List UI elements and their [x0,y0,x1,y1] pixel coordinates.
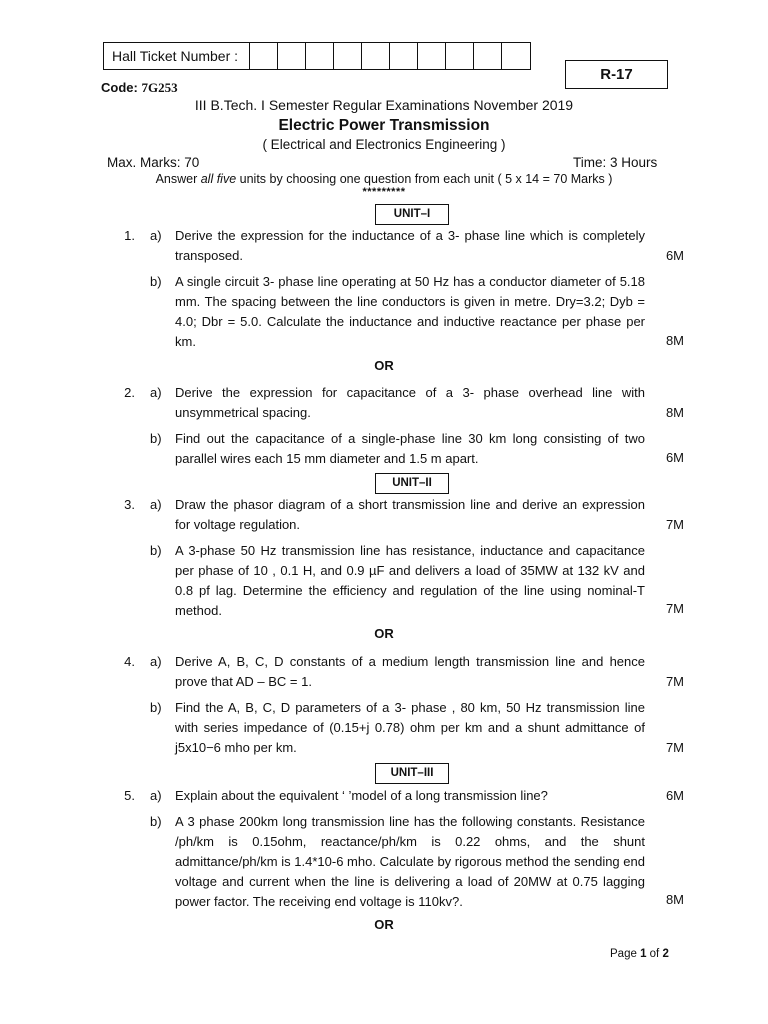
question-text: A 3-phase 50 Hz transmission line has resistance, inductance and capacitance per phase of 10 , 0.1 H, and 0.9 µF and delivers a load of 35MW at 132 kV and 0.8 pf lag. Determine the efficiency and regulation of the line using nominal-T method. [175,543,645,618]
ticket-digit-box [334,43,362,69]
question-text: Find the A, B, C, D parameters of a 3- phase , 80 km, 50 Hz transmission line with series impedance of (0.15+j 0.78) ohm per km and a shunt admittance of j5x10−6 mho per km. [175,700,645,755]
question-part-letter: a) [150,385,162,400]
ticket-digit-box [362,43,390,69]
ticket-digit-box [390,43,418,69]
question-part-letter: a) [150,788,162,803]
ticket-digit-box [250,43,278,69]
page-number: 1 [640,948,647,960]
page-word: Page [610,948,641,960]
subject-title: Electric Power Transmission [278,117,490,134]
instruction-post: units by choosing one question from each unit ( 5 x 14 = 70 Marks ) [236,172,613,186]
question-part-letter: b) [150,543,162,558]
question-text: A single circuit 3- phase line operating at 50 Hz has a conductor diameter of 5.18 mm. The spacing between the line conductors is given in metre. Dry=3.2; Dyb = 4.0; Dbr = 5.0. Calculate the inductance and inductive reactance per phase per km. [175,274,645,349]
question-text: A 3 phase 200km long transmission line has the following constants. Resistance /ph/km is 0.15ohm, reactance/ph/km is 0.22 ohms, and the shunt admittance/ph/km is 1.4*10-6 mho. Calculate by rigorous method the sending end voltage and current when the line is delivering a load of 20MW at 0.75 lagging power factor. The receiving end voltage is 110kv?. [175,814,645,909]
ticket-digit-box [278,43,306,69]
unit-heading: UNIT–I [375,204,449,225]
or-separator: OR [374,626,394,641]
question-marks: 8M [665,333,684,348]
question-part-letter: b) [150,814,162,829]
unit-heading: UNIT–III [375,763,449,784]
question-marks: 7M [665,674,684,689]
question-marks: 7M [665,517,684,532]
question-text: Find out the capacitance of a single-phase line 30 km long consisting of two parallel wires each 15 mm diameter and 1.5 m apart. [175,431,645,466]
question-part-letter: b) [150,700,162,715]
or-separator: OR [374,917,394,932]
separator: ********* [362,186,406,198]
unit-heading: UNIT–II [375,473,449,494]
instruction-emphasis: all five [200,172,237,186]
branch-name: ( Electrical and Electronics Engineering ) [262,137,506,152]
question-marks: 8M [665,892,684,907]
hall-ticket-label: Hall Ticket Number : [104,43,250,69]
page-footer [610,948,669,960]
question-marks: 8M [665,405,684,420]
question-part-letter: b) [150,274,162,289]
question-marks: 6M [665,248,684,263]
code-label: Code: [101,80,138,95]
instructions [0,172,768,186]
paper-code [101,80,178,96]
question-text: Derive the expression for the inductance of a 3- phase line which is completely transposed. [175,228,645,263]
page-total: 2 [662,948,669,960]
of-word: of [646,948,663,960]
or-separator: OR [374,358,394,373]
question-part-letter: b) [150,431,162,446]
question-marks: 7M [665,601,684,616]
question-marks: 6M [665,450,684,465]
question-number: 5. [124,788,135,803]
question-part-letter: a) [150,654,162,669]
ticket-digit-box [474,43,502,69]
question-marks: 6M [665,788,684,803]
max-marks: Max. Marks: 70 [107,155,200,170]
question-part-letter: a) [150,228,162,243]
hall-ticket-box [103,42,531,70]
question-text: Draw the phasor diagram of a short transmission line and derive an expression for voltage regulation. [175,497,645,532]
question-text: Derive the expression for capacitance of a 3- phase overhead line with unsymmetrical spacing. [175,385,645,420]
question-number: 3. [124,497,135,512]
question-text: Derive A, B, C, D constants of a medium length transmission line and hence prove that AD – BC = 1. [175,654,645,689]
question-number: 1. [124,228,135,243]
question-text: Explain about the equivalent ‘ ’model of a long transmission line? [175,788,548,803]
ticket-digit-box [306,43,334,69]
regulation-badge: R-17 [565,60,668,89]
question-number: 4. [124,654,135,669]
ticket-digit-box [446,43,474,69]
code-value: 7G253 [141,80,178,95]
instruction-pre: Answer [155,172,201,186]
question-part-letter: a) [150,497,162,512]
question-number: 2. [124,385,135,400]
question-marks: 7M [665,740,684,755]
exam-time: Time: 3 Hours [573,155,658,170]
exam-title: III B.Tech. I Semester Regular Examinations November 2019 [194,97,574,113]
ticket-digit-box [502,43,530,69]
ticket-digit-box [418,43,446,69]
